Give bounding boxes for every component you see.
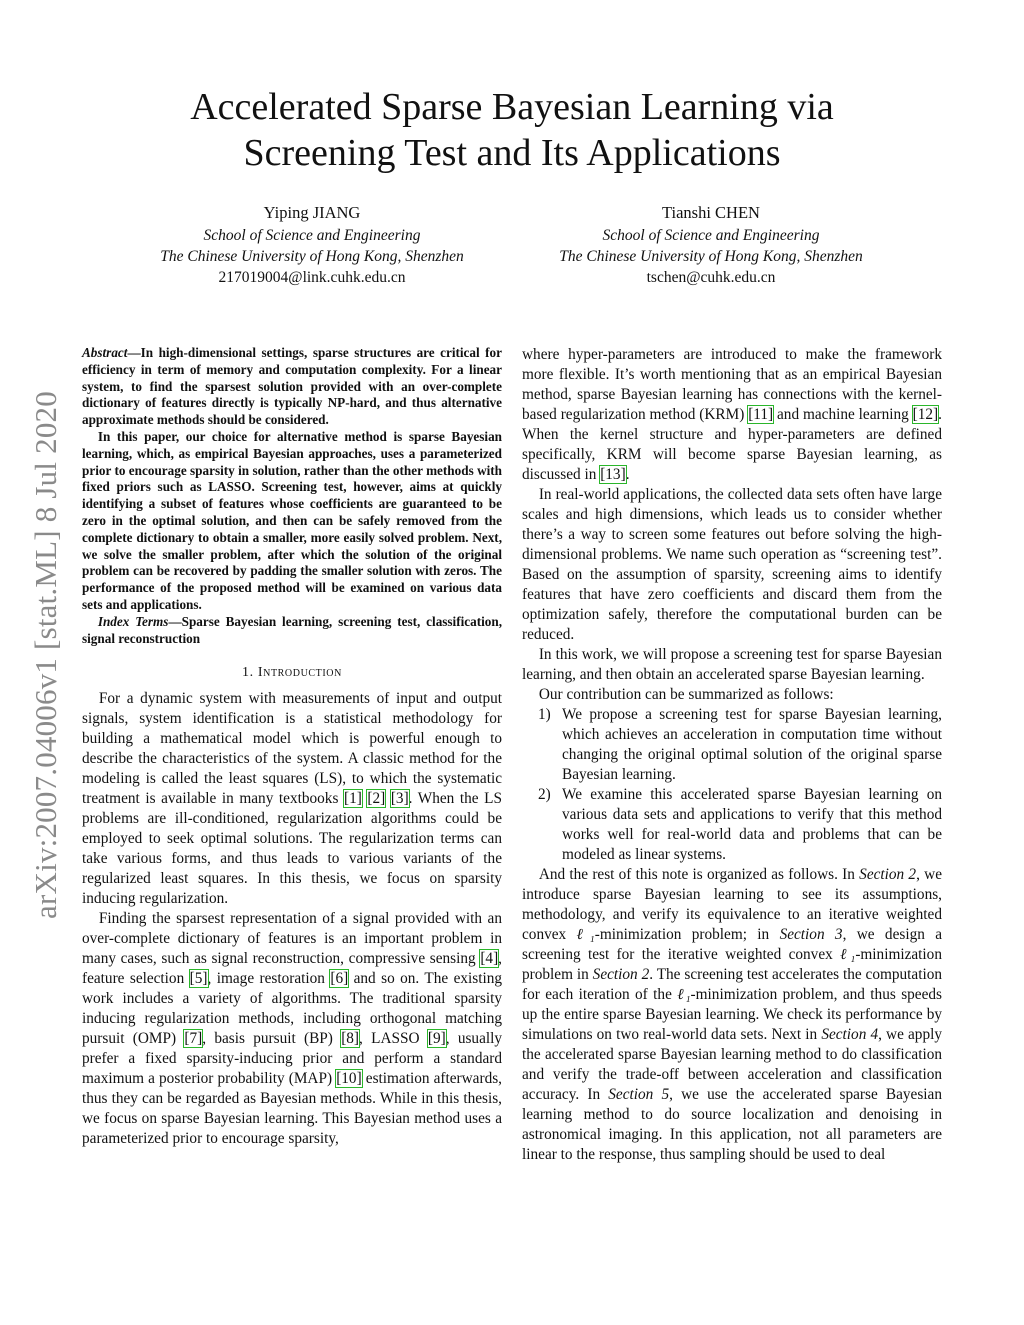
section-reference: Section 2 [592, 966, 650, 983]
author-affiliation: School of Science and Engineering [203, 227, 421, 244]
section-reference: Section 4 [821, 1026, 879, 1043]
citation-link[interactable]: [13] [600, 466, 626, 483]
author-affiliation: The Chinese University of Hong Kong, Shenzhen [559, 248, 863, 265]
index-terms: Index Terms—Sparse Bayesian learning, screening test, classification, signal reconstruction [82, 613, 502, 646]
section-reference: Section 2 [859, 866, 917, 883]
intro-paragraph: In real-world applications, the collected data sets often have large scales and high dimensions, which leads us to consider whether there’s a way to screen some features out before solving the high-dimensional problems. We name such operation as “screening test”. Based on the assumption of sparsity, screening aims to identify features that have zero coefficients and discard them from the optimization safely, therefore the computational burden can be reduced. [522, 486, 942, 643]
right-column [522, 345, 942, 1165]
author-affiliation: School of Science and Engineering [602, 227, 820, 244]
author-name: Tianshi CHEN [662, 203, 760, 222]
paper-title [100, 84, 924, 176]
arxiv-identifier: arXiv:2007.04006v1 [stat.ML] 8 Jul 2020 [28, 391, 63, 919]
math-symbol: ℓ₁ [840, 946, 856, 963]
list-item: 1) We propose a screening test for sparse Bayesian learning, which achieves an acceleration in computation time without changing the original optimal solution of the original sparse Bayesian learning. [538, 706, 942, 783]
author-block [112, 202, 512, 288]
citation-link[interactable]: [12] [912, 406, 939, 423]
abstract: Abstract—In high-dimensional settings, sparse structures are critical for efficiency in term of memory and computation complexity. For a linear system, to find the sparsest solution provided with an over-complete dictionary of features directly is typically NP-hard, and thus alternative approximate methods should be considered. [82, 345, 502, 428]
intro-paragraph: where hyper-parameters are introduced to make the framework more flexible. It’s worth mentioning that as an empirical Bayesian method, sparse Bayesian learning has connections with the kernel-based regularization method (KRM) [11] and machine learning [12]. When the kernel structure and hyper-parameters are defined specifically, KRM will become sparse Bayesian learning, as discussed in [13]. [522, 346, 942, 483]
author-email[interactable]: tschen@cuhk.edu.cn [646, 269, 776, 286]
section-reference: Section 5 [608, 1086, 670, 1103]
citation-link[interactable]: [6] [330, 970, 349, 988]
author-name: Yiping JIANG [263, 203, 361, 222]
title-line: Screening Test and Its Applications [243, 132, 781, 174]
left-column [82, 345, 502, 1149]
intro-paragraph: And the rest of this note is organized as follows. In Section 2, we introduce sparse Bayesian learning to see its assumptions, methodology, and verify its equivalence to an iterative weighted convex ℓ₁-minimization problem; in Section 3, we design a screening test for the iterative weighted convex ℓ₁-minimization problem in Section 2. The screening test accelerates the computation for each iteration of the ℓ₁-minimization problem, and thus speeds up the entire sparse Bayesian learning. We check its performance by simulations on two real-world data sets. Next in Section 4, we apply the accelerated sparse Bayesian learning method to do classification and verify the trade-off between acceleration and classification accuracy. In Section 5, we use the accelerated sparse Bayesian learning method to do source localization and denoising in astronomical imaging. In this application, not all parameters are linear to the response, thus sampling should be used to deal [522, 866, 943, 1163]
intro-paragraph: In this work, we will propose a screening test for sparse Bayesian learning, and then obtain an accelerated sparse Bayesian learning. [522, 646, 942, 683]
author-email[interactable]: 217019004@link.cuhk.edu.cn [218, 269, 406, 286]
title-line: Accelerated Sparse Bayesian Learning via [190, 86, 834, 128]
citation-link[interactable]: [3] [390, 790, 409, 808]
section-reference: Section 3 [779, 926, 843, 943]
intro-paragraph: Our contribution can be summarized as follows: [538, 686, 834, 703]
citation-link[interactable]: [5] [189, 970, 208, 988]
contribution-list [522, 705, 942, 865]
intro-paragraph: For a dynamic system with measurements of input and output signals, system identification is a statistical methodology for building a mathematical model which is powerful enough to describe the characteristics of the system. A classic method for the modeling is called the least squares (LS), to which the systematic treatment is available in many textbooks [1] [2] [3]. When the LS problems are ill-conditioned, regularization algorithms could be employed to seek optimal solutions. The regularization terms can take various forms, and thus leads to various variants of the regularized least squares. In this thesis, we focus on sparsity inducing regularization. [82, 690, 503, 908]
citation-link[interactable]: [2] [367, 790, 386, 808]
author-affiliation: The Chinese University of Hong Kong, Shenzhen [160, 248, 464, 265]
list-item: 2) We examine this accelerated sparse Bayesian learning on various data sets and applications to verify that this method works well for real-world data and problems that can be modeled as linear systems. [538, 786, 942, 863]
citation-link[interactable]: [8] [341, 1030, 360, 1048]
index-terms-label: Index Terms [97, 613, 169, 629]
intro-paragraph: Finding the sparsest representation of a signal provided with an over-complete dictionary of features is an important problem in many cases, such as signal reconstruction, compressive sensing [4], feature selection [5], image restoration [6] and so on. The existing work includes a variety of algorithms. The traditional sparsity inducing regularization methods, including orthogonal matching pursuit (OMP) [7], basis pursuit (BP) [8], LASSO [9], usually prefer a fixed sparsity-inducing prior and perform a standard maximum a posterior probability (MAP) [10] estimation afterwards, thus they can be regarded as Bayesian methods. While in this thesis, we focus on sparse Bayesian learning. This Bayesian method uses a parameterized prior to encourage sparsity, [82, 910, 503, 1148]
section-heading: 1. Introduction [242, 665, 342, 681]
abstract-paragraph: In this paper, our choice for alternative method is sparse Bayesian learning, which, as empirical Bayesian approaches, uses a parameterized prior to encourage sparsity in solution, rather than the other methods with fixed priors such as LASSO. Screening test, however, aims at quickly identifying a subset of features whose coefficients are guaranteed to be zero in the optimal solution, and then can be safely removed from the complete dictionary to obtain a smaller, more easily solved problem. Next, we solve the smaller problem, after which the solution of the original problem can be recovered by padding the smaller solution with zeros. The performance of the proposed method will be examined on various data sets and applications. [82, 428, 502, 612]
citation-link[interactable]: [1] [343, 790, 362, 808]
author-block [511, 202, 911, 288]
citation-link[interactable]: [9] [427, 1030, 446, 1048]
citation-link[interactable]: [11] [748, 406, 774, 423]
citation-link[interactable]: [4] [480, 950, 499, 968]
citation-link[interactable]: [7] [184, 1030, 203, 1048]
citation-link[interactable]: [10] [336, 1070, 362, 1088]
math-symbol: ℓ₁ [576, 926, 595, 943]
abstract-label: Abstract [82, 345, 128, 360]
math-symbol: ℓ₁ [677, 986, 691, 1003]
